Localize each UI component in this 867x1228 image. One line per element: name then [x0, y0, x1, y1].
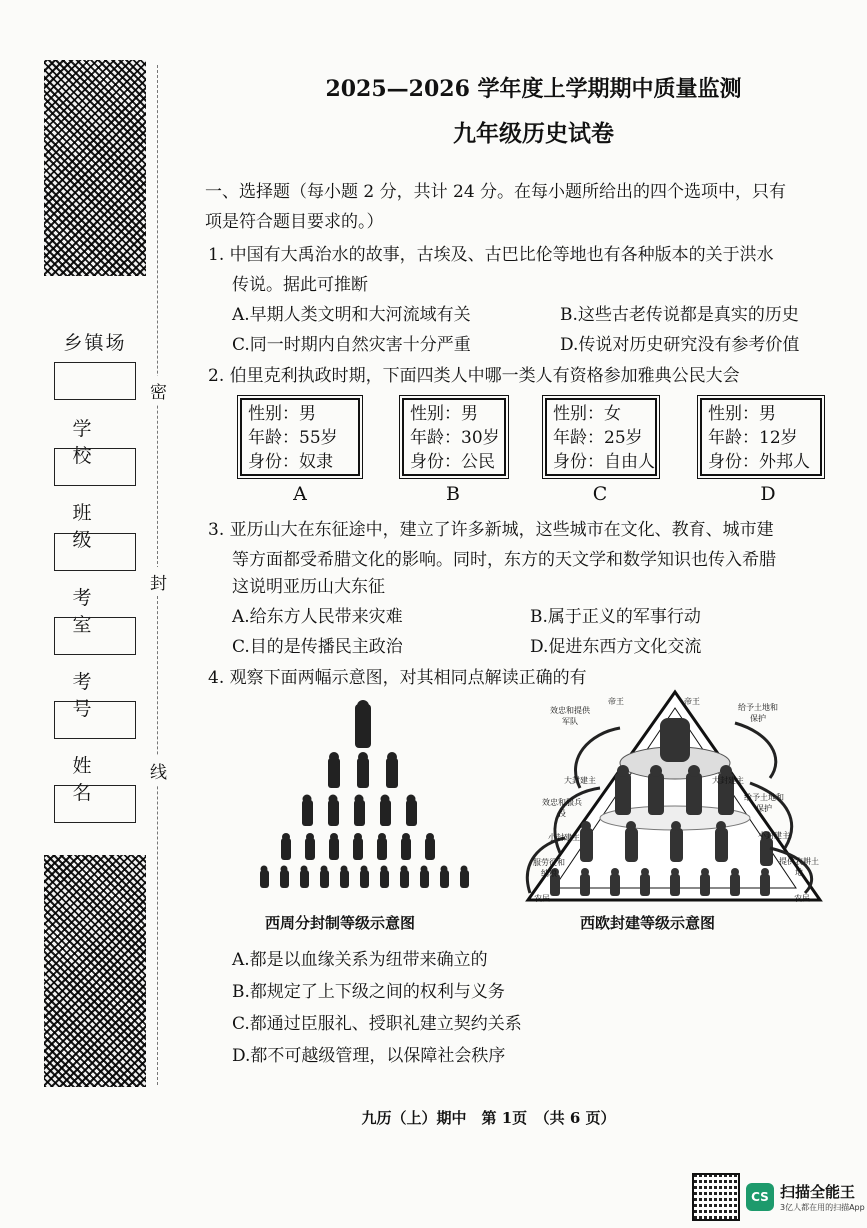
label-loyal-service: 效忠和服兵役 — [542, 798, 582, 818]
q3-stem-line1: 3. 亚历山大在东征途中，建立了许多新城，这些城市在文化、教育、城市建 — [208, 520, 774, 540]
label-grant-land-2: 给予土地和保护 — [744, 793, 784, 813]
q4-option-c[interactable]: C.都通过臣服礼、授职礼建立契约关系 — [232, 1014, 522, 1034]
camscanner-logo-icon: CS — [746, 1183, 774, 1211]
field-box-class[interactable] — [54, 533, 136, 571]
q1-option-c[interactable]: C.同一时期内自然灾害十分严重 — [232, 335, 471, 355]
binding-pattern-bottom — [44, 855, 146, 1087]
q2-card-a — [240, 398, 360, 476]
q3-option-b[interactable]: B.属于正义的军事行动 — [530, 607, 701, 627]
field-label-town: 乡镇场 — [63, 332, 127, 354]
western-zhou-caption: 西周分封制等级示意图 — [265, 914, 416, 932]
field-box-town[interactable] — [54, 362, 136, 400]
seal-char-feng: 封 — [150, 567, 167, 596]
q2-card-c-identity: 身份：自由人 — [553, 452, 655, 472]
field-box-name[interactable] — [54, 785, 136, 823]
q3-option-d[interactable]: D.促进东西方文化交流 — [530, 637, 702, 657]
seal-char-xian: 线 — [150, 756, 167, 785]
q2-card-a-identity: 身份：奴隶 — [248, 452, 333, 472]
label-grant-land-1: 给予土地和保护 — [738, 703, 778, 723]
q2-card-c-gender: 性别：女 — [553, 404, 621, 424]
label-peasant-left: 农民 — [534, 894, 550, 903]
q1-option-b[interactable]: B.这些古老传说都是真实的历史 — [560, 305, 799, 325]
q2-card-a-age: 年龄：55岁 — [248, 428, 338, 448]
qr-code-icon — [692, 1173, 740, 1221]
label-king-right: 帝王 — [684, 697, 700, 706]
western-europe-caption: 西欧封建等级示意图 — [580, 914, 716, 932]
q4-option-d[interactable]: D.都不可越级管理，以保障社会秩序 — [232, 1046, 506, 1066]
label-loyal-army: 效忠和提供军队 — [550, 706, 590, 726]
label-peasant-right: 农民 — [794, 894, 810, 903]
label-king-left: 帝王 — [608, 697, 624, 706]
label-big-lord-left: 大封建主 — [564, 776, 596, 785]
q2-card-d-age: 年龄：12岁 — [708, 428, 798, 448]
q4-option-b[interactable]: B.都规定了上下级之间的权利与义务 — [232, 982, 505, 1002]
page-footer: 九历（上）期中 第 1页 （共 6 页） — [361, 1109, 616, 1127]
q2-card-b-age: 年龄：30岁 — [410, 428, 500, 448]
q3-stem-line2: 等方面都受希腊文化的影响。同时，东方的天文学和数学知识也传入希腊 — [232, 550, 776, 570]
binding-pattern-top — [44, 60, 146, 276]
q2-card-b-gender: 性别：男 — [410, 404, 478, 424]
seal-char-mi: 密 — [150, 376, 167, 405]
scanner-name: 扫描全能王 — [780, 1183, 856, 1201]
field-label-school: 学 校 — [72, 418, 118, 467]
q2-card-d-identity: 身份：外邦人 — [708, 452, 810, 472]
section-heading-line2: 项是符合题目要求的。） — [205, 212, 384, 232]
q2-letter-a[interactable]: A — [293, 483, 307, 505]
field-box-room[interactable] — [54, 617, 136, 655]
q1-option-a[interactable]: A.早期人类文明和大河流域有关 — [232, 305, 471, 325]
field-box-school[interactable] — [54, 448, 136, 486]
q2-card-b — [402, 398, 506, 476]
q4-option-a[interactable]: A.都是以血缘关系为纽带来确立的 — [232, 950, 488, 970]
label-small-lord-left: 小封建主 — [548, 833, 580, 842]
q2-card-c-age: 年龄：25岁 — [553, 428, 643, 448]
q2-letter-b[interactable]: B — [446, 483, 460, 505]
q2-card-b-identity: 身份：公民 — [410, 452, 495, 472]
q3-stem-line3: 这说明亚历山大东征 — [232, 577, 385, 597]
field-label-name: 姓 名 — [72, 755, 118, 804]
q1-stem-line1: 1. 中国有大禹治水的故事，古埃及、古巴比伦等地也有各种版本的关于洪水 — [208, 245, 774, 265]
q4-stem: 4. 观察下面两幅示意图，对其相同点解读正确的有 — [208, 668, 587, 688]
q2-letter-c[interactable]: C — [592, 483, 608, 505]
field-label-exam-number: 考 号 — [72, 671, 118, 720]
q2-card-a-gender: 性别：男 — [248, 404, 316, 424]
q2-card-c — [545, 398, 657, 476]
q1-stem-line2: 传说。据此可推断 — [232, 275, 368, 295]
scanner-watermark — [692, 1173, 865, 1221]
q2-letter-d[interactable]: D — [760, 483, 776, 505]
q1-option-d[interactable]: D.传说对历史研究没有参考价值 — [560, 335, 800, 355]
field-box-exam-number[interactable] — [54, 701, 136, 739]
label-small-lord-right: 小封建主 — [758, 831, 790, 840]
scanner-brand — [780, 1181, 865, 1213]
q2-card-d — [700, 398, 822, 476]
field-label-class: 班 级 — [72, 502, 118, 551]
label-labor-grain: 服劳役和纳粮 — [533, 858, 565, 878]
western-zhou-hierarchy-figure — [248, 700, 478, 908]
field-label-room: 考 室 — [72, 587, 118, 636]
label-farmland: 提供农耕土地 — [779, 857, 819, 877]
scanner-tagline: 3亿人都在用的扫描App — [780, 1203, 865, 1212]
q3-option-c[interactable]: C.目的是传播民主政治 — [232, 637, 403, 657]
page-subtitle: 九年级历史试卷 — [453, 120, 614, 147]
page-title: 2025—2026 学年度上学期期中质量监测 — [325, 76, 742, 102]
q2-card-d-gender: 性别：男 — [708, 404, 776, 424]
label-big-lord-right: 大封建主 — [712, 776, 744, 785]
q2-stem: 2. 伯里克利执政时期，下面四类人中哪一类人有资格参加雅典公民大会 — [208, 366, 740, 386]
q3-option-a[interactable]: A.给东方人民带来灾难 — [232, 607, 403, 627]
section-heading-line1: 一、选择题（每小题 2 分，共计 24 分。在每小题所给出的四个选项中，只有 — [205, 182, 787, 202]
